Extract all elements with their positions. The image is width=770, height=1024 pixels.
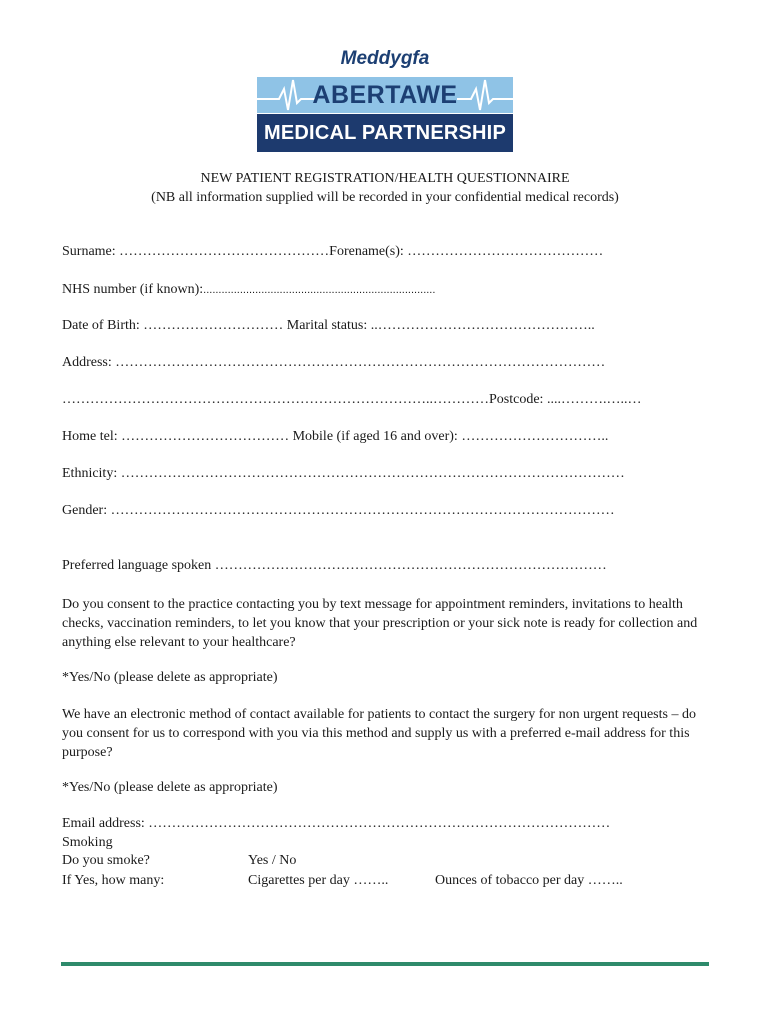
smoking-heading: Smoking (62, 835, 113, 850)
nhs-number-field[interactable] (62, 282, 435, 298)
footer-divider (61, 962, 709, 966)
cigarettes-field[interactable]: Cigarettes per day …….. (248, 873, 389, 888)
address-postcode-field[interactable]: ……………………………………………………………………..…………Postcode: ....……….…..… (62, 392, 642, 407)
logo-top-text: Meddygfa (340, 48, 430, 69)
ethnicity-field[interactable]: Ethnicity: ……………………………………………………………………………………………… (62, 466, 625, 481)
form-title: NEW PATIENT REGISTRATION/HEALTH QUESTIONNAIRE (200, 171, 570, 186)
logo-middle-text: ABERTAWE (312, 81, 458, 109)
surname-forename-field[interactable]: Surname: ………………………………………Forename(s): …………………………………… (62, 244, 604, 259)
logo-bottom-text: MEDICAL PARTNERSHIP (257, 114, 513, 152)
phone-field[interactable]: Home tel: ……………………………… Mobile (if aged 16 and over): ………………………….. (62, 429, 609, 444)
smoke-options[interactable]: Yes / No (248, 853, 297, 868)
nhs-number-label: NHS number (if known): (62, 282, 204, 297)
electronic-contact-answer[interactable]: *Yes/No (please delete as appropriate) (62, 780, 278, 795)
how-many-label: If Yes, how many: (62, 873, 165, 888)
email-field[interactable]: Email address: ……………………………………………………………………………………… (62, 816, 611, 831)
practice-logo (257, 48, 513, 152)
language-field[interactable]: Preferred language spoken ………………………………………………………………………… (62, 558, 607, 573)
tobacco-field[interactable]: Ounces of tobacco per day …….. (435, 873, 623, 888)
smoke-question: Do you smoke? (62, 853, 150, 868)
electronic-contact-text: We have an electronic method of contact available for patients to contact the surgery for non urgent requests – do you consent for us to correspond with you via this method and supply us with a preferred e-mail address for this purpose? (62, 707, 696, 760)
nhs-number-dots: ............................................................................ (203, 284, 436, 296)
dob-marital-field[interactable]: Date of Birth: ………………………… Marital status: ..……………………………………….. (62, 318, 595, 333)
gender-field[interactable]: Gender: ……………………………………………………………………………………………… (62, 503, 615, 518)
address-field[interactable]: Address: …………………………………………………………………………………………… (62, 355, 606, 370)
sms-consent-answer[interactable]: *Yes/No (please delete as appropriate) (62, 670, 278, 685)
sms-consent-text: Do you consent to the practice contacting you by text message for appointment reminders, invitations to health checks, vaccination reminders, to let you know that your prescription or your sick note is ready for collection and anything else relevant to your healthcare? (62, 597, 698, 650)
form-subtitle: (NB all information supplied will be recorded in your confidential medical records) (151, 190, 619, 205)
logo-pulse-band (257, 77, 513, 113)
